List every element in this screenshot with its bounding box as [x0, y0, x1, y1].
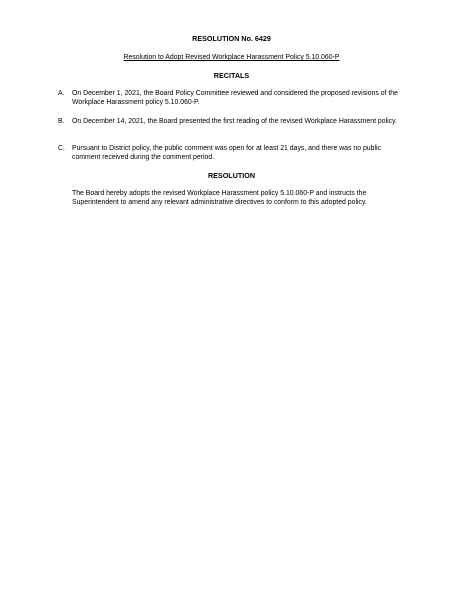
- recital-marker: C.: [58, 145, 65, 152]
- resolution-body: The Board hereby adopts the revised Workplace Harassment policy 5.10.060-P and instructs the Superintendent to amend any relevant administrative directives to conform to this adopted policy.: [72, 190, 367, 206]
- resolution-title: RESOLUTION No. 6429: [192, 34, 271, 43]
- resolution-subtitle: Resolution to Adopt Revised Workplace Harassment Policy 5.10.060-P: [123, 54, 340, 61]
- resolution-heading: RESOLUTION: [207, 171, 256, 180]
- recital-text: On December 1, 2021, the Board Policy Committee reviewed and considered the proposed revisions of the Workplace Harassment policy 5.10.060-P.: [72, 90, 398, 106]
- recital-marker: A.: [58, 90, 65, 97]
- recital-text: Pursuant to District policy, the public comment was open for at least 21 days, and there was no public comment received during the comment period.: [72, 145, 381, 161]
- recital-marker: B.: [58, 118, 65, 125]
- recital-text: On December 14, 2021, the Board presented the first reading of the revised Workplace Harassment policy.: [72, 118, 397, 125]
- recitals-heading: RECITALS: [213, 71, 250, 80]
